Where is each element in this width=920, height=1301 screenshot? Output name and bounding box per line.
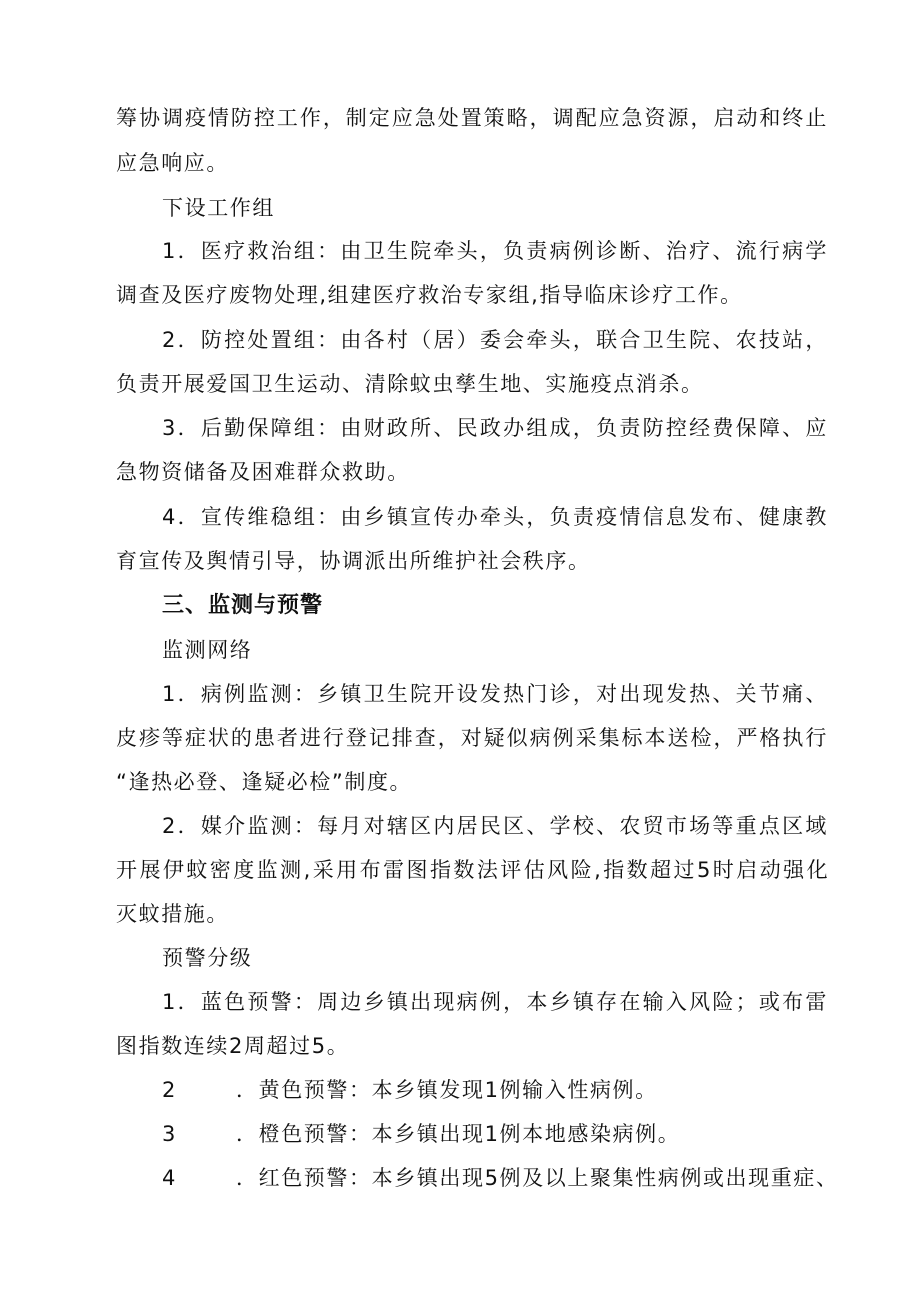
subgroup-2-line-2: 负责开展爱国卫生运动、清除蚊虫孳生地、实施疫点消杀。 — [116, 372, 704, 396]
yellow-warning-text: ．黄色预警：本乡镇发现1例输入性病例。 — [236, 1078, 658, 1102]
subgroup-2-line-1: 2．防控处置组：由各村（居）委会牵头，联合卫生院、农技站， — [162, 328, 828, 352]
vector-monitoring-line-2: 开展伊蚊密度监测,采用布雷图指数法评估风险,指数超过5时启动强化 — [116, 858, 828, 882]
vector-monitoring-line-3: 灭蚊措施。 — [116, 902, 229, 926]
case-monitoring-line-3: “逢热必登、逢疑必检”制度。 — [116, 770, 413, 794]
subgroup-3-line-1: 3．后勤保障组：由财政所、民政办组成，负责防控经费保障、应 — [162, 416, 828, 440]
red-warning-text: ．红色预警：本乡镇出现5例及以上聚集性病例或出现重症、 — [236, 1166, 839, 1190]
vector-monitoring-line-1: 2．媒介监测：每月对辖区内居民区、学校、农贸市场等重点区域 — [162, 814, 828, 838]
case-monitoring-line-2: 皮疹等症状的患者进行登记排查，对疑似病例采集标本送检，严格执行 — [116, 726, 828, 750]
subgroups-title: 下设工作组 — [162, 196, 275, 220]
case-monitoring-line-1: 1．病例监测：乡镇卫生院开设发热门诊，对出现发热、关节痛、 — [162, 682, 828, 706]
subgroup-3-line-2: 急物资储备及困难群众救助。 — [116, 460, 410, 484]
orange-warning-number: 3 — [162, 1122, 177, 1146]
section-3-heading: 三、监测与预警 — [162, 593, 324, 618]
monitoring-network-title: 监测网络 — [162, 638, 253, 662]
intro-line-1: 筹协调疫情防控工作，制定应急处置策略，调配应急资源，启动和终止 — [116, 106, 828, 130]
orange-warning-text: ．橙色预警：本乡镇出现1例本地感染病例。 — [236, 1122, 681, 1146]
red-warning — [162, 1163, 839, 1193]
orange-warning — [162, 1119, 680, 1149]
subgroup-4-line-1: 4．宣传维稳组：由乡镇宣传办牵头，负责疫情信息发布、健康教 — [162, 505, 828, 529]
intro-line-2: 应急响应。 — [116, 151, 229, 175]
blue-warning-line-1: 1．蓝色预警：周边乡镇出现病例，本乡镇存在输入风险；或布雷 — [162, 990, 828, 1014]
yellow-warning-number: 2 — [162, 1078, 177, 1102]
subgroup-1-line-1: 1．医疗救治组：由卫生院牵头，负责病例诊断、治疗、流行病学 — [162, 239, 828, 263]
yellow-warning — [162, 1075, 658, 1105]
red-warning-number: 4 — [162, 1166, 177, 1190]
subgroup-1-line-2: 调查及医疗废物处理,组建医疗救治专家组,指导临床诊疗工作。 — [116, 283, 743, 307]
blue-warning-line-2: 图指数连续2周超过5。 — [116, 1034, 350, 1058]
subgroup-4-line-2: 育宣传及舆情引导，协调派出所维护社会秩序。 — [116, 549, 591, 573]
warning-levels-title: 预警分级 — [162, 946, 253, 970]
